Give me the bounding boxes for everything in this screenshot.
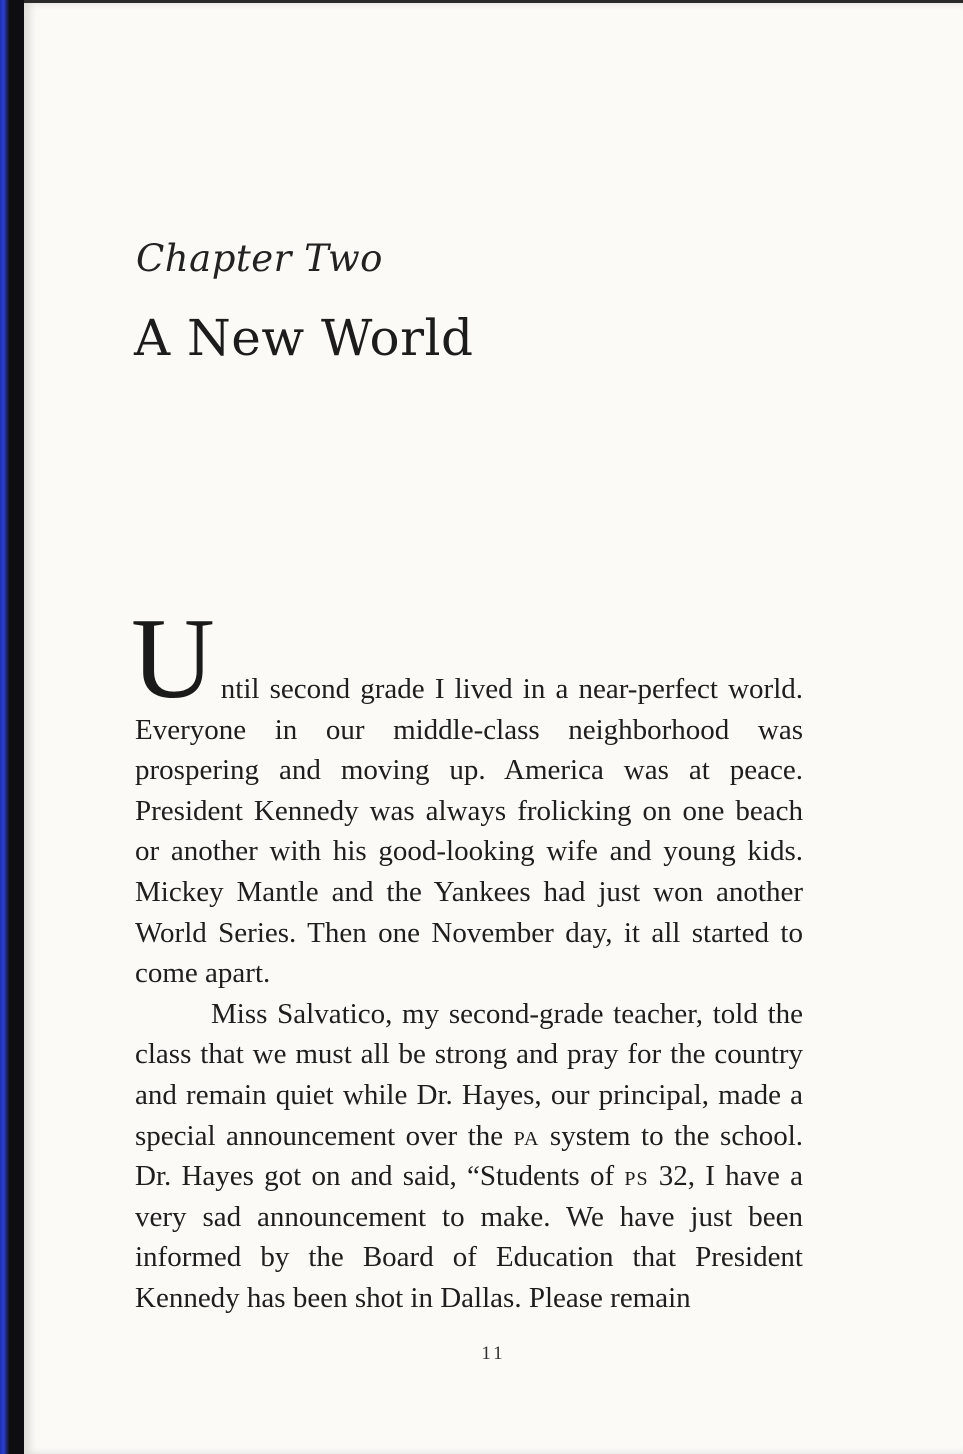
- scanner-edge: [0, 0, 9, 1454]
- paragraph-2: [135, 994, 803, 1319]
- paragraph-2-text-b: system to the school. Dr. Hayes got on and said, “Students of: [135, 1119, 803, 1193]
- page-number: 11: [481, 1343, 506, 1364]
- paragraph-2-text-a: Miss Salvatico, my second-grade teacher, told the class that we must all be strong and pray for the country and remain quiet while Dr. Hayes, our principal, made a special announcement over the: [135, 997, 803, 1152]
- paragraph-1-text: ntil second grade I lived in a near-perfect world. Everyone in our middle-class neighborhood was prospering and moving up. America was at peace. President Kennedy was always frolicking on one beach or another with his good-looking wife and young kids. Mickey Mantle and the Yankees had just won another World Series. Then one November day, it all started to come apart.: [135, 673, 803, 990]
- ps-abbreviation: ps: [624, 1160, 649, 1193]
- page-content: [24, 3, 963, 1454]
- body-text: [131, 595, 803, 1319]
- book-page: [24, 3, 963, 1454]
- chapter-label: Chapter Two: [136, 237, 383, 280]
- paragraph-1: [131, 595, 803, 994]
- pa-abbreviation: pa: [513, 1119, 540, 1152]
- drop-cap: U: [131, 595, 215, 723]
- paragraph-2-text-c: 32, I have a very sad announcement to make. We have just been informed by the Board of Education that President Kennedy has been shot in Dallas. Please remain: [135, 1160, 803, 1314]
- chapter-title: A New World: [134, 309, 474, 367]
